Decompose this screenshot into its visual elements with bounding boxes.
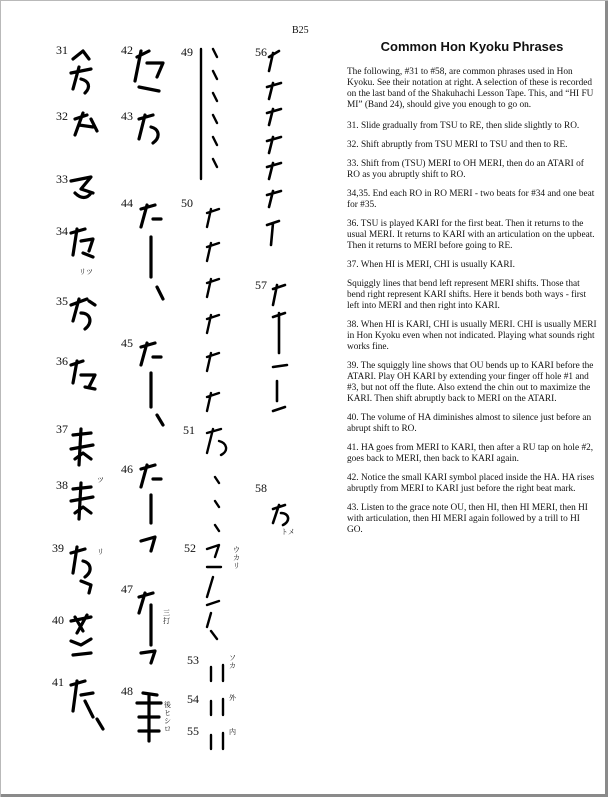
phrase-number: 53 — [187, 653, 199, 667]
phrase-number: 46 — [121, 462, 133, 476]
phrase-number: 58 — [255, 481, 267, 495]
shakuhachi-notation-glyphs — [1, 1, 341, 794]
notation-glyph-32 — [75, 113, 97, 135]
notation-glyph-47 — [139, 593, 155, 663]
notation-glyph-31 — [71, 51, 91, 93]
notation-glyph-43 — [139, 115, 158, 143]
phrase-number: 42 — [121, 43, 133, 57]
phrase-number: 57 — [255, 278, 267, 292]
notation-annotation: ツ — [97, 476, 104, 484]
phrase-description: 41. HA goes from MERI to KARI, then after a RU tap on hole #2, goes back to MERI, then back to KARI again. — [347, 443, 594, 464]
notation-glyph-55 — [211, 733, 223, 749]
notation-glyph-37 — [71, 429, 93, 465]
phrase-number: 51 — [183, 423, 195, 437]
notation-glyph-49 — [201, 49, 217, 179]
phrase-number: 31 — [56, 43, 68, 57]
phrase-number: 36 — [56, 354, 68, 368]
phrase-description: 33. Shift from (TSU) MERI to OH MERI, then do an ATARI of RO as you abruptly shift to RO. — [347, 159, 584, 180]
phrase-number: 33 — [56, 172, 68, 186]
phrase-description: 36. TSU is played KARI for the first beat. Then it returns to the usual MERI. It returns to KARI with an articulation on the upbeat. Then it returns to MERI before going to RE. — [347, 219, 595, 251]
phrase-number: 41 — [52, 675, 64, 689]
notation-glyph-48 — [137, 693, 161, 741]
phrase-description: 39. The squiggly line shows that OU bends up to KARI before the ATARI. Play OH KARI by extending your finger off hole #1 and #3, but not off the flute. Also extend the chin out to maximize the KARI. Then shift abruptly back to MERI on the ATARI. — [347, 361, 594, 404]
notation-annotation: 内 — [229, 728, 236, 736]
phrase-description: 42. Notice the small KARI symbol placed inside the HA. HA rises abruptly from MERI to KARI just before the right beat mark. — [347, 473, 595, 494]
phrase-number: 35 — [56, 294, 68, 308]
phrase-number: 32 — [56, 109, 68, 123]
phrase-number: 54 — [187, 692, 199, 706]
notation-glyph-34 — [71, 229, 93, 257]
notation-glyph-56 — [267, 51, 281, 245]
phrase-number: 43 — [121, 109, 133, 123]
notation-annotation: リツ — [79, 268, 93, 276]
phrase-number: 50 — [181, 196, 193, 210]
notation-annotation: 後ヒシロ — [164, 701, 171, 733]
notation-glyph-38 — [71, 483, 93, 519]
phrase-number: 55 — [187, 724, 199, 738]
description-panel — [347, 39, 597, 544]
notation-annotation: 外 — [229, 694, 236, 702]
phrase-number: 45 — [121, 336, 133, 350]
notation-glyph-53 — [211, 665, 223, 681]
phrase-number: 40 — [52, 613, 64, 627]
phrase-number: 52 — [184, 541, 196, 555]
notation-glyph-52 — [207, 545, 221, 639]
notation-glyph-54 — [211, 699, 223, 715]
phrase-number: 48 — [121, 684, 133, 698]
phrase-number: 44 — [121, 196, 133, 210]
notation-annotation: ウカリ — [233, 546, 240, 570]
notation-glyph-42 — [135, 51, 163, 91]
phrase-description: 32. Shift abruptly from TSU MERI to TSU and then to RE. — [347, 140, 568, 150]
notation-glyph-36 — [71, 361, 95, 389]
notation-panel — [1, 1, 341, 794]
phrase-description: 38. When HI is KARI, CHI is usually MERI. CHI is usually MERI in Hon Kyoku even when not indicated. Playing what sounds right works fine. — [347, 320, 597, 352]
notation-annotation: 三打 — [163, 609, 170, 625]
notation-glyph-50 — [207, 209, 219, 411]
phrase-number: 49 — [181, 45, 193, 59]
notation-annotation: トメ — [281, 528, 295, 536]
notation-annotation: ソカ — [229, 654, 236, 670]
phrase-description: 37. When HI is MERI, CHI is usually KARI. — [347, 260, 515, 270]
notation-glyph-39 — [71, 547, 91, 593]
phrase-number: 34 — [56, 224, 68, 238]
notation-glyph-51 — [207, 429, 226, 531]
notation-glyph-44 — [141, 205, 163, 299]
notation-glyph-46 — [141, 465, 161, 551]
notation-glyph-57 — [273, 285, 287, 411]
notation-glyph-41 — [71, 681, 103, 729]
phrase-number: 47 — [121, 582, 133, 596]
notation-glyph-33 — [71, 177, 93, 198]
phrase-description: Squiggly lines that bend left represent MERI shifts. Those that bend right represent KARI shifts. Here it bends both ways - first left into MERI and then right into KARI. — [347, 279, 587, 311]
notation-glyph-35 — [71, 299, 95, 329]
phrase-description: 34,35. End each RO in RO MERI - two beats for #34 and one beat for #35. — [347, 189, 595, 210]
phrase-description: 31. Slide gradually from TSU to RE, then slide slightly to RO. — [347, 121, 580, 131]
phrase-description: 40. The volume of HA diminishes almost to silence just before an abrupt shift to RO. — [347, 413, 592, 434]
intro-paragraph: The following, #31 to #58, are common phrases used in Hon Kyoku. See their notation at right. A selection of these is recorded on the last band of the Shakuhachi Lesson Tape. This, and “HI FU MI” (Band 24), should give you enough to go on. — [347, 67, 594, 110]
notation-glyph-58 — [273, 505, 288, 525]
page-title: Common Hon Kyoku Phrases — [380, 39, 564, 54]
score-page — [1, 1, 608, 797]
notation-glyph-40 — [71, 615, 91, 655]
phrase-number: 56 — [255, 45, 267, 59]
phrase-number: 37 — [56, 422, 68, 436]
notation-annotation: リ — [97, 548, 104, 556]
phrase-number: 38 — [56, 478, 68, 492]
page-label: B25 — [292, 25, 309, 36]
notation-glyph-45 — [141, 343, 163, 425]
phrase-number: 39 — [52, 541, 64, 555]
phrase-description: 43. Listen to the grace note OU, then HI, then HI MERI, then HI with articulation, then HI MERI again followed by a trill to HI GO. — [347, 503, 588, 535]
